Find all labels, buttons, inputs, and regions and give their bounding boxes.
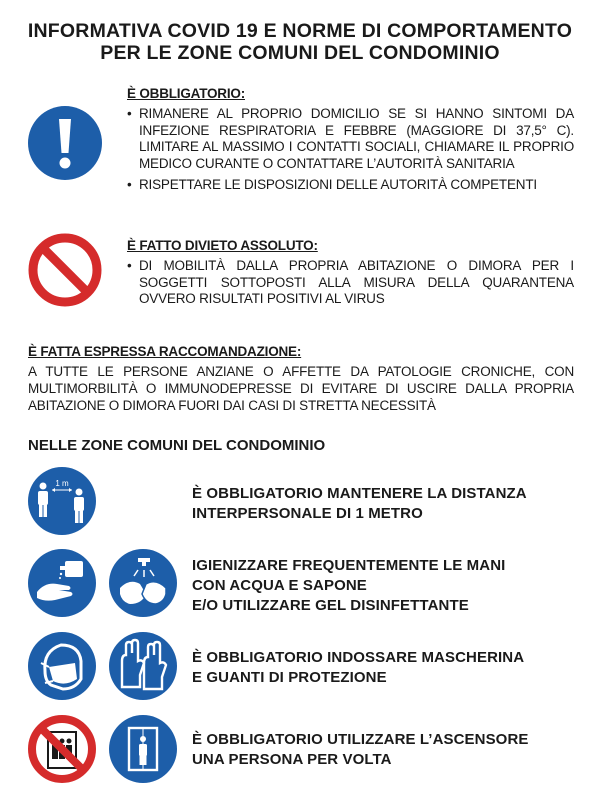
obligatory-item-1: • RIMANERE AL PROPRIO DOMICILIO SE SI HANNO SINTOMI DA INFEZIONE RESPIRATORIA E FEBBRE (MAGGIORE DI 37,5° C). LIMITARE AL MASSIMO I CONTATTI SOCIALI, CHIAMARE IL PROPRIO MEDICO CURANTE O CONTATTARE L’AUTORITÀ SANITARIA	[127, 106, 574, 172]
distance-label: 1 m	[55, 479, 69, 488]
elevator-one-person-icon	[108, 714, 178, 784]
distance-icon	[27, 466, 97, 536]
face-mask-icon	[27, 631, 97, 701]
rule-mask-line-1: È OBBLIGATORIO INDOSSARE MASCHERINA	[192, 649, 525, 666]
rule-hands	[192, 556, 505, 616]
gloves-icon	[108, 631, 178, 701]
obligatory-list	[127, 106, 574, 199]
rule-mask	[192, 648, 524, 688]
page-title	[0, 20, 600, 64]
hand-washing-icon	[108, 548, 178, 618]
recommendation-heading: È FATTA ESPRESSA RACCOMANDAZIONE:	[28, 344, 302, 359]
no-crowded-elevator-icon	[27, 714, 97, 784]
rule-distance-line-1: È OBBLIGATORIO MANTENERE LA DISTANZA	[192, 485, 527, 502]
rule-elevator-line-2: UNA PERSONA PER VOLTA	[192, 751, 392, 768]
prohibition-icon	[27, 232, 103, 308]
zones-heading: NELLE ZONE COMUNI DEL CONDOMINIO	[28, 437, 326, 454]
prohibited-list	[127, 258, 574, 313]
recommendation-text: A TUTTE LE PERSONE ANZIANE O AFFETTE DA PATOLOGIE CRONICHE, CON MULTIMORBILITÀ O IMMUNODEPRESSE DI EVITARE DI USCIRE DALLA PROPRIA ABITAZIONE O DIMORA FUORI DAI CASI DI STRETTA NECESSITÀ	[28, 364, 574, 413]
rule-elevator	[192, 730, 529, 770]
rule-hands-line-2: CON ACQUA E SAPONE	[192, 577, 367, 594]
prohibited-item-1: • DI MOBILITÀ DALLA PROPRIA ABITAZIONE O DIMORA PER I SOGGETTI SOTTOPOSTI ALLA MISURA DELLA QUARANTENA OVVERO RISULTATI POSITIVI AL VIRUS	[127, 258, 574, 308]
prohibited-heading: È FATTO DIVIETO ASSOLUTO:	[127, 238, 318, 253]
rule-elevator-line-1: È OBBLIGATORIO UTILIZZARE L’ASCENSORE	[192, 731, 529, 748]
title-line-2: PER LE ZONE COMUNI DEL CONDOMINIO	[100, 42, 500, 64]
rule-mask-line-2: E GUANTI DI PROTEZIONE	[192, 669, 387, 686]
obligatory-heading: È OBBLIGATORIO:	[127, 86, 245, 101]
sanitizer-dispenser-icon	[27, 548, 97, 618]
obligatory-item-2: • RISPETTARE LE DISPOSIZIONI DELLE AUTORITÀ COMPETENTI	[127, 177, 574, 194]
rule-distance	[192, 484, 527, 524]
title-line-1: INFORMATIVA COVID 19 E NORME DI COMPORTAMENTO	[27, 20, 573, 42]
rule-hands-line-1: IGIENIZZARE FREQUENTEMENTE LE MANI	[192, 557, 506, 574]
rule-distance-line-2: INTERPERSONALE DI 1 METRO	[192, 505, 423, 522]
mandatory-exclamation-icon	[27, 105, 103, 181]
rule-hands-line-3: E/O UTILIZZARE GEL DISINFETTANTE	[192, 597, 469, 614]
